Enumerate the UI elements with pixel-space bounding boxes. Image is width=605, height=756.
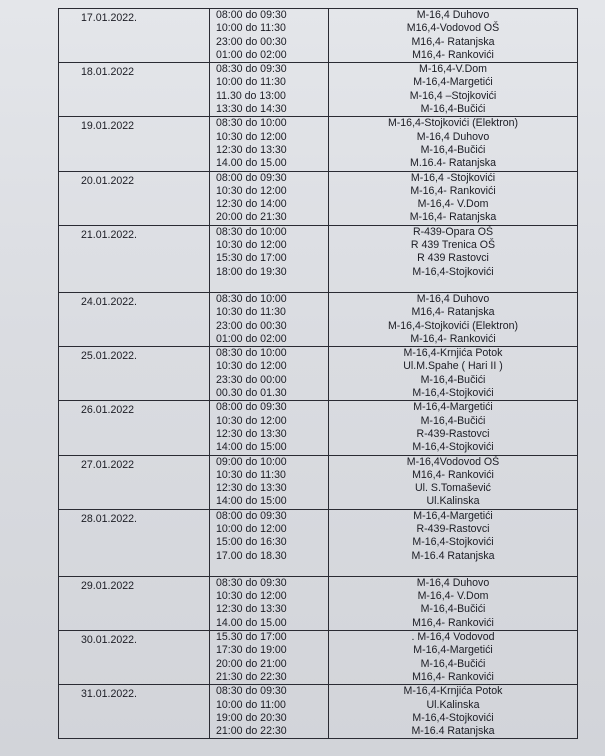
time-slot: 09:00 do 10:00 — [216, 455, 287, 468]
location-name: M-16,4-Bučići — [420, 143, 486, 156]
time-slot: 15:00 do 16:30 — [216, 536, 287, 549]
location-name: Ul.Kalinska — [426, 495, 480, 508]
schedule-row — [59, 509, 578, 576]
time-slot: 12:30 do 13:30 — [216, 143, 287, 156]
date-cell: 20.01.2022 — [59, 171, 210, 225]
time-slot: 21:00 do 22:30 — [216, 725, 287, 738]
location-name: Ul.Kalinska — [426, 698, 480, 711]
time-slots-cell — [210, 225, 329, 292]
location-name: M-16,4-Stojkovići — [412, 711, 494, 724]
location-name: M-16,4-Bučići — [420, 414, 486, 427]
time-slot: 21:30 do 22:30 — [216, 670, 287, 683]
time-slot: 10:30 do 12:00 — [216, 414, 287, 427]
time-slot: 10:00 do 11:00 — [216, 698, 286, 711]
location-name: M-16,4 –Stojkovići — [409, 89, 497, 102]
location-name: M-16,4 Duhovo — [416, 292, 490, 305]
time-slot: 10:30 do 11:30 — [216, 306, 286, 319]
location-name: M-16,4- Ratanjska — [409, 211, 497, 224]
location-name: M-16,4-Stojkovići — [412, 265, 494, 278]
location-name: R-439-Rastovci — [416, 427, 490, 440]
time-slot: 23:00 do 00:30 — [216, 35, 287, 48]
time-slot: 10:30 do 12:00 — [216, 239, 287, 252]
time-slot: 08:30 do 10:00 — [216, 292, 287, 305]
time-slot: 00.30 do 01.30 — [216, 387, 287, 400]
location-name: M-16,4-Stojkovići — [412, 536, 494, 549]
date-cell: 31.01.2022. — [59, 685, 210, 739]
locations-cell — [329, 292, 578, 346]
time-slots-cell — [210, 455, 329, 509]
location-name: M-16,4-Bučići — [420, 373, 486, 386]
location-name: M-16,4 Duhovo — [416, 576, 490, 589]
time-slot: 12:30 do 13:30 — [216, 427, 287, 440]
location-name: M-16,4-Stojkovići (Elektron) — [387, 117, 519, 130]
time-slot: 10:30 do 12:00 — [216, 360, 287, 373]
locations-cell — [329, 401, 578, 455]
location-name: M-16.4 Ratanjska — [411, 549, 495, 562]
time-slot: 10:30 do 12:00 — [216, 590, 287, 603]
time-slots-cell — [210, 347, 329, 401]
date-cell: 29.01.2022 — [59, 576, 210, 630]
date-cell: 30.01.2022. — [59, 631, 210, 685]
time-slot: 10:30 do 12:00 — [216, 130, 287, 143]
locations-cell — [329, 9, 578, 63]
time-slot: 08:00 do 09:30 — [216, 509, 287, 522]
date-cell: 25.01.2022. — [59, 347, 210, 401]
location-name: M-16,4-Stojkovići — [412, 387, 494, 400]
time-slots-cell — [210, 509, 329, 576]
location-name: M-16,4-V.Dom — [419, 63, 487, 76]
schedule-row — [59, 292, 578, 346]
time-slot: 13:30 do 14:30 — [216, 103, 287, 116]
time-slot: 23:30 do 00:00 — [216, 373, 287, 386]
time-slot: 12:30 do 13:30 — [216, 482, 287, 495]
time-slot: 12:30 do 13:30 — [216, 603, 287, 616]
location-name: M-16,4-Bučići — [420, 657, 486, 670]
time-slots-cell — [210, 117, 329, 171]
locations-cell — [329, 225, 578, 292]
date-cell: 28.01.2022. — [59, 509, 210, 576]
locations-cell — [329, 63, 578, 117]
time-slot: 08:00 do 09:30 — [216, 401, 287, 414]
date-cell: 17.01.2022. — [59, 9, 210, 63]
locations-cell — [329, 685, 578, 739]
location-name: R-439-Rastovci — [416, 522, 490, 535]
location-name: M-16,4- Rankovići — [410, 332, 496, 345]
location-name: M16,4- Rankovići — [412, 670, 494, 683]
time-slot: 11.30 do 13:00 — [216, 89, 286, 102]
schedule-row — [59, 576, 578, 630]
location-name: M-16,4-Bučići — [420, 103, 486, 116]
time-slots-cell — [210, 292, 329, 346]
time-slot: 01:00 do 02:00 — [216, 48, 287, 61]
location-name: R 439 Trenica OŠ — [410, 239, 496, 252]
date-cell: 26.01.2022 — [59, 401, 210, 455]
date-cell: 18.01.2022 — [59, 63, 210, 117]
location-name: M.16.4- Ratanjska — [410, 157, 496, 170]
time-slot: 17.00 do 18.30 — [216, 549, 287, 562]
location-name: M16,4- Rankovići — [412, 468, 494, 481]
time-slot: 14:00 do 15:00 — [216, 495, 287, 508]
locations-cell — [329, 455, 578, 509]
time-slot: 19:00 do 20:30 — [216, 711, 287, 724]
time-slot: 10:30 do 12:00 — [216, 184, 287, 197]
schedule-row — [59, 117, 578, 171]
time-slot: 14.00 do 15.00 — [216, 157, 287, 170]
time-slot: 15.30 do 17:00 — [216, 631, 287, 644]
time-slots-cell — [210, 576, 329, 630]
location-name: M-16,4- V.Dom — [417, 590, 489, 603]
locations-cell — [329, 347, 578, 401]
locations-cell — [329, 171, 578, 225]
schedule-body — [59, 9, 578, 739]
time-slot: 10:30 do 11:30 — [216, 468, 286, 481]
time-slot: 08:30 do 09:30 — [216, 63, 287, 76]
location-name: M16,4-Vodovod OŠ — [406, 22, 500, 35]
schedule-row — [59, 225, 578, 292]
time-slot: 08:00 do 09:30 — [216, 171, 287, 184]
time-slot: 08:30 do 09:30 — [216, 685, 287, 698]
schedule-row — [59, 63, 578, 117]
location-name: M-16,4 Duhovo — [416, 130, 490, 143]
time-slot: 20:00 do 21:30 — [216, 211, 287, 224]
schedule-row — [59, 455, 578, 509]
location-name: M-16,4-Krnjića Potok — [403, 347, 503, 360]
time-slots-cell — [210, 685, 329, 739]
time-slots-cell — [210, 9, 329, 63]
schedule-row — [59, 631, 578, 685]
locations-cell — [329, 509, 578, 576]
schedule-row — [59, 401, 578, 455]
location-name: R-439-Opara OŠ — [412, 225, 494, 238]
location-name: M16,4- Ratanjska — [411, 306, 495, 319]
location-name: M-16,4-Margetići — [413, 401, 493, 414]
location-name: M-16,4- V.Dom — [417, 198, 489, 211]
location-name: R 439 Rastovci — [417, 252, 489, 265]
location-name: M-16,4 -Stojkovići — [410, 171, 496, 184]
location-name: M16,4- Rankovići — [412, 48, 494, 61]
time-slot: 10:00 do 11:30 — [216, 22, 286, 35]
locations-cell — [329, 117, 578, 171]
date-cell: 27.01.2022 — [59, 455, 210, 509]
location-name: M-16,4 Duhovo — [416, 9, 490, 21]
location-name: Ul.M.Spahe ( Hari II ) — [403, 360, 503, 373]
time-slot: 08:30 do 10:00 — [216, 347, 287, 360]
schedule-row — [59, 9, 578, 63]
location-name: M-16,4-Bučići — [420, 603, 486, 616]
date-cell: 19.01.2022 — [59, 117, 210, 171]
time-slot: 10:00 do 12:00 — [216, 522, 287, 535]
locations-cell — [329, 631, 578, 685]
location-name: M-16,4-Margetići — [413, 644, 493, 657]
time-slot: 08:30 do 09:30 — [216, 576, 287, 589]
location-name: M16,4- Rankovići — [412, 616, 494, 629]
location-name: M-16.4 Ratanjska — [411, 725, 495, 738]
time-slot: 14.00 do 15.00 — [216, 616, 287, 629]
time-slot: 17:30 do 19:00 — [216, 644, 287, 657]
time-slots-cell — [210, 171, 329, 225]
time-slots-cell — [210, 401, 329, 455]
time-slot: 18:00 do 19:30 — [216, 265, 287, 278]
date-cell: 21.01.2022. — [59, 225, 210, 292]
time-slot: 01:00 do 02:00 — [216, 332, 287, 345]
time-slot: 15:30 do 17:00 — [216, 252, 287, 265]
schedule-table — [58, 8, 578, 739]
location-name: M-16,4-Stojkovići — [412, 441, 494, 454]
time-slot: 23:00 do 00:30 — [216, 319, 287, 332]
location-name: M-16,4-Stojkovići (Elektron) — [387, 319, 519, 332]
location-name: M-16,4-Margetići — [413, 76, 493, 89]
time-slot: 10:00 do 11:30 — [216, 76, 286, 89]
time-slot: 08:30 do 10:00 — [216, 117, 287, 130]
time-slot: 08:00 do 09:30 — [216, 9, 287, 21]
time-slot: 08:30 do 10:00 — [216, 225, 287, 238]
time-slot: 14:00 do 15:00 — [216, 441, 287, 454]
time-slots-cell — [210, 63, 329, 117]
time-slots-cell — [210, 631, 329, 685]
schedule-row — [59, 171, 578, 225]
schedule-row — [59, 685, 578, 739]
location-name: . M-16,4 Vodovod — [411, 631, 495, 644]
locations-cell — [329, 576, 578, 630]
schedule-row — [59, 347, 578, 401]
time-slot: 12:30 do 14:00 — [216, 198, 287, 211]
location-name: Ul. S.Tomašević — [415, 482, 491, 495]
location-name: M16,4- Ratanjska — [411, 35, 495, 48]
date-cell: 24.01.2022. — [59, 292, 210, 346]
location-name: M-16,4-Krnjića Potok — [403, 685, 503, 698]
location-name: M-16,4- Rankovići — [410, 184, 496, 197]
location-name: M-16,4Vodovod OŠ — [406, 455, 500, 468]
time-slot: 20:00 do 21:00 — [216, 657, 287, 670]
location-name: M-16,4-Margetići — [413, 509, 493, 522]
